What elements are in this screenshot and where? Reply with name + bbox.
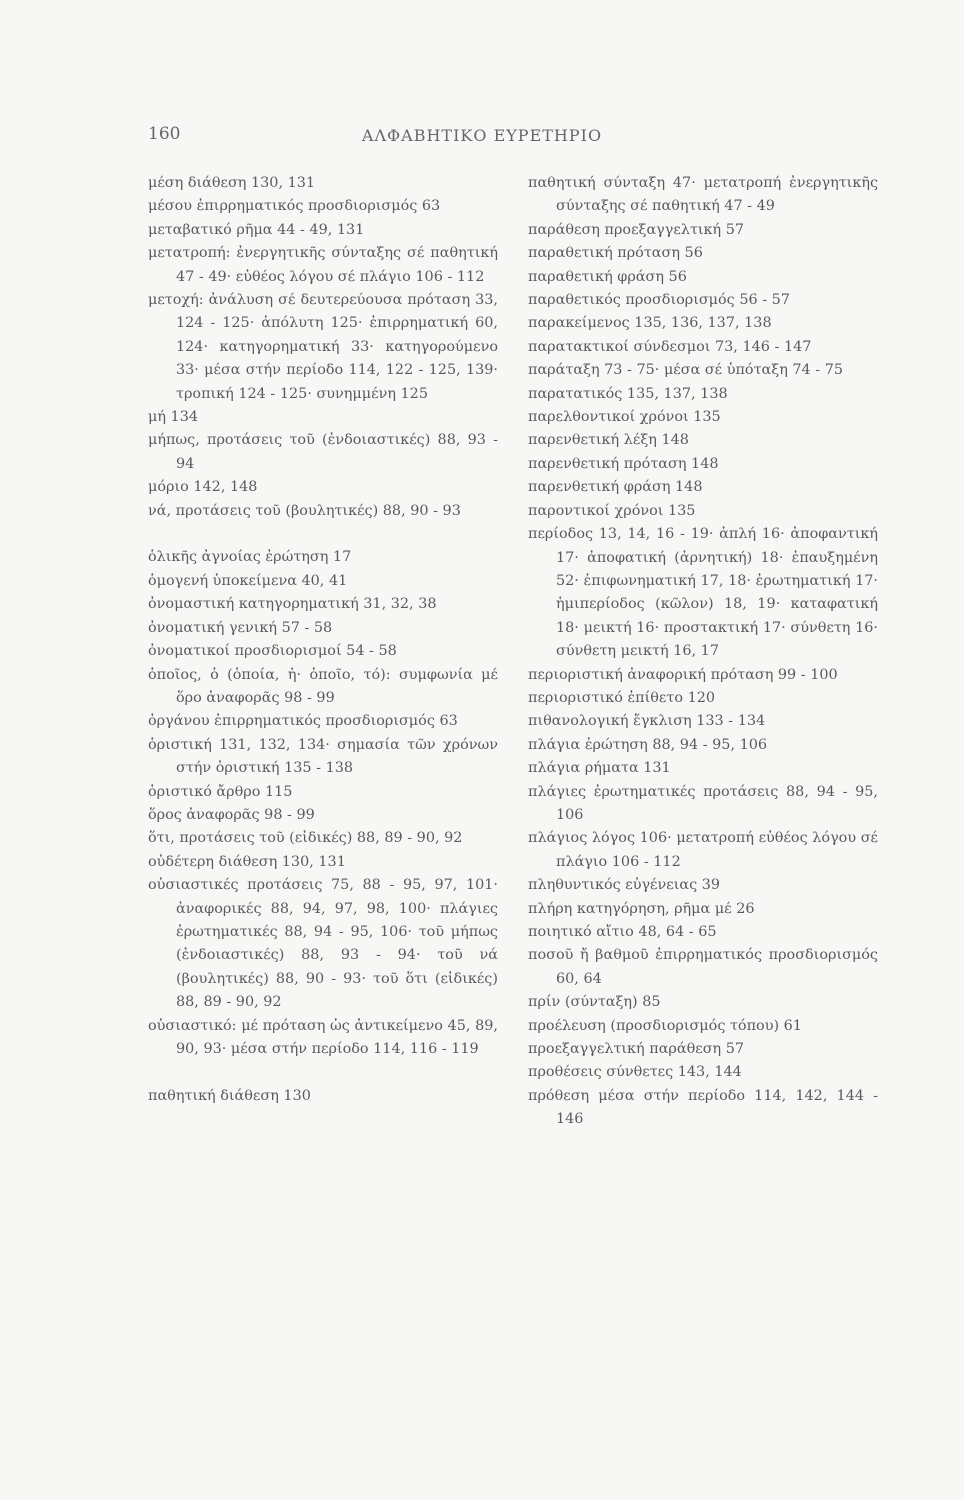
- index-entry: ὀνομαστική κατηγορηματική 31, 32, 38: [148, 596, 437, 613]
- index-entry: οὐδέτερη διάθεση 130, 131: [148, 853, 346, 870]
- index-entry: πληθυντικός εὐγένειας 39: [528, 877, 721, 894]
- index-entry: πλάγια ρήματα 131: [528, 760, 671, 777]
- index-entry: παρενθετική λέξη 148: [528, 432, 689, 449]
- index-entry: ὀνοματική γενική 57 - 58: [148, 619, 333, 636]
- index-entry: οὐσιαστικό: μέ πρόταση ὡς ἀντικείμενο 45, 89, 90, 93· μέσα στήν περίοδο 114, 116 - 119: [148, 1017, 498, 1058]
- index-entry: νά, προτάσεις τοῦ (βουλητικές) 88, 90 - 93: [148, 502, 461, 519]
- index-entry: ὅτι, προτάσεις τοῦ (εἰδικές) 88, 89 - 90, 92: [148, 830, 463, 847]
- index-entry: ὁλικῆς ἀγνοίας ἐρώτηση 17: [148, 549, 352, 566]
- index-entry: ὅρος ἀναφορᾶς 98 - 99: [148, 806, 315, 823]
- index-entry: παραθετική πρόταση 56: [528, 245, 703, 262]
- index-entry: παράταξη 73 - 75· μέσα σέ ὑπόταξη 74 - 75: [528, 362, 844, 379]
- index-entry: ὀργάνου ἐπιρρηματικός προσδιορισμός 63: [148, 713, 458, 730]
- index-entry: μετατροπή: ἐνεργητικῆς σύνταξης σέ παθητική 47 - 49· εὐθέος λόγου σέ πλάγιο 106 - 112: [148, 245, 498, 285]
- index-entry: περιοριστικό ἐπίθετο 120: [528, 689, 716, 706]
- index-entry: περίοδος 13, 14, 16 - 19· ἁπλή 16· ἀποφαντική 17· ἀποφατική (ἀρνητική) 18· ἐπαυξημένη 52· ἐπιφωνηματική 17, 18· ἐρωτηματική 17· ἡμιπερίοδος (κῶλον) 18, 19· καταφατική 18· μεικτή 16· προστακτική 17· σύνθετη 16· σύνθετη μεικτή 16, 17: [528, 526, 878, 660]
- index-entry: ὀνοματικοί προσδιορισμοί 54 - 58: [148, 643, 397, 660]
- index-entry: ὁριστικό ἄρθρο 115: [148, 783, 293, 800]
- index-entry: πρόθεση μέσα στήν περίοδο 114, 142, 144 - 146: [528, 1087, 878, 1128]
- index-entry: μήπως, προτάσεις τοῦ (ἐνδοιαστικές) 88, 93 - 94: [148, 432, 498, 472]
- index-entry: μόριο 142, 148: [148, 479, 258, 496]
- index-entry: προεξαγγελτική παράθεση 57: [528, 1041, 745, 1058]
- index-entry: οὐσιαστικές προτάσεις 75, 88 - 95, 97, 101· ἀναφορικές 88, 94, 97, 98, 100· πλάγιες ἐρωτηματικές 88, 94 - 95, 106· τοῦ μήπως (ἐνδοιαστικές) 88, 93 - 94· τοῦ νά (βουλητικές) 88, 90 - 93· τοῦ ὅτι (εἰδικές) 88, 89 - 90, 92: [148, 877, 498, 1011]
- page-number: 160: [148, 124, 181, 144]
- index-entry: πλάγιες ἐρωτηματικές προτάσεις 88, 94 - 95, 106: [528, 783, 878, 823]
- index-entry: προέλευση (προσδιορισμός τόπου) 61: [528, 1017, 802, 1034]
- index-entry: ὁποῖος, ὁ (ὁποία, ἡ· ὁποῖο, τό): συμφωνία μέ ὅρο ἀναφορᾶς 98 - 99: [148, 666, 498, 706]
- index-entry: μέσου ἐπιρρηματικός προσδιορισμός 63: [148, 198, 441, 215]
- index-entry: παρατατικός 135, 137, 138: [528, 385, 728, 402]
- index-entry: ὁμογενή ὑποκείμενα 40, 41: [148, 572, 348, 589]
- index-entry: παρελθοντικοί χρόνοι 135: [528, 409, 721, 426]
- index-entry: μεταβατικό ρῆμα 44 - 49, 131: [148, 221, 365, 238]
- index-entry: παρενθετική φράση 148: [528, 479, 703, 496]
- index-column-right: [528, 172, 878, 1132]
- index-entry: περιοριστική ἀναφορική πρόταση 99 - 100: [528, 666, 838, 683]
- index-entry: παροντικοί χρόνοι 135: [528, 502, 696, 519]
- index-entry: παρενθετική πρόταση 148: [528, 455, 719, 472]
- index-entry: παρατακτικοί σύνδεσμοι 73, 146 - 147: [528, 338, 812, 355]
- index-entry: πρίν (σύνταξη) 85: [528, 994, 661, 1011]
- index-entry: πλάγιος λόγος 106· μετατροπή εὐθέος λόγου σέ πλάγιο 106 - 112: [528, 830, 878, 870]
- index-entry: μετοχή: ἀνάλυση σέ δευτερεύουσα πρόταση 33, 124 - 125· ἀπόλυτη 125· ἐπιρρηματική 60, 124· κατηγορηματική 33· κατηγορούμενο 33· μέσα στήν περίοδο 114, 122 - 125, 139· τροπική 124 - 125· συνημμένη 125: [148, 292, 498, 402]
- running-head: ΑΛΦΑΒΗΤΙΚΟ ΕΥΡΕΤΗΡΙΟ: [361, 126, 603, 145]
- index-column-left: [148, 172, 498, 1108]
- index-entry: προθέσεις σύνθετες 143, 144: [528, 1064, 742, 1081]
- index-entry: πλάγια ἐρώτηση 88, 94 - 95, 106: [528, 736, 768, 753]
- index-entry: παράθεση προεξαγγελτική 57: [528, 221, 745, 238]
- index-entry: μέση διάθεση 130, 131: [148, 175, 316, 191]
- index-entry: ποιητικό αἴτιο 48, 64 - 65: [528, 924, 717, 940]
- index-entry: παρακείμενος 135, 136, 137, 138: [528, 315, 772, 332]
- index-entry: ποσοῦ ἤ βαθμοῦ ἐπιρρηματικός προσδιορισμός 60, 64: [528, 947, 878, 987]
- index-entry: παθητική διάθεση 130: [148, 1087, 311, 1104]
- index-entry: παραθετικός προσδιορισμός 56 - 57: [528, 292, 790, 309]
- index-entry: παθητική σύνταξη 47· μετατροπή ἐνεργητικῆς σύνταξης σέ παθητική 47 - 49: [528, 175, 878, 215]
- index-entry: πιθανολογική ἔγκλιση 133 - 134: [528, 713, 766, 730]
- index-entry: πλήρη κατηγόρηση, ρῆμα μέ 26: [528, 900, 755, 917]
- index-entry: ὁριστική 131, 132, 134· σημασία τῶν χρόνων στήν ὁριστική 135 - 138: [148, 736, 498, 777]
- index-entry: παραθετική φράση 56: [528, 268, 687, 285]
- index-entry: μή 134: [148, 409, 199, 426]
